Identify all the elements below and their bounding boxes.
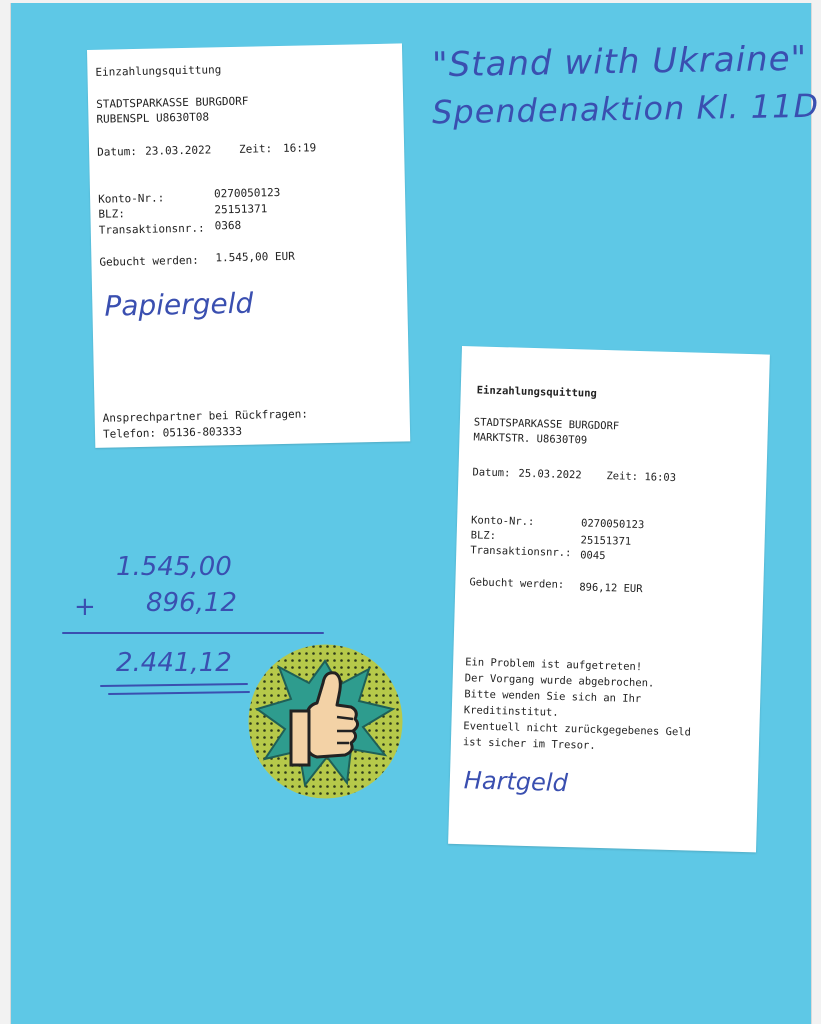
time-label: Zeit: [238,142,273,156]
deposit-receipt-1 [87,43,410,448]
blz-value: 25151371 [580,534,632,548]
transaction-value: 0045 [580,549,606,563]
contact-line: Ansprechpartner bei Rückfragen: [102,407,309,425]
blz-label: BLZ: [470,529,497,543]
amount-value: 896,12 EUR [579,581,643,596]
account-label: Konto-Nr.: [97,191,165,206]
handwritten-title-line1: "Stand with Ukraine" [431,38,808,86]
date-value: 23.03.2022 [144,143,212,158]
calc-value-2: 896,12 [146,588,237,618]
bank-branch: RUBENSPL U8630T08 [96,110,210,126]
date-label: Datum: [472,466,511,480]
time-value: 16:03 [644,471,677,485]
blz-value: 25151371 [214,202,268,217]
error-message-line: Eventuell nicht zurückgegebenes Geld [463,720,692,739]
amount-label: Gebucht werden: [99,253,199,269]
calc-total: 2.441,12 [116,648,232,678]
bank-branch: MARKTSTR. U8630T09 [473,431,588,447]
receipt-heading: Einzahlungsquittung [476,384,597,400]
time-label: Zeit: [606,470,639,483]
handwritten-title-line2: Spendenaktion Kl. 11D [431,86,820,132]
calc-sum-line [62,632,324,634]
date-value: 25.03.2022 [518,467,582,482]
transaction-label: Transaktionsnr.: [470,544,572,560]
blz-label: BLZ: [98,207,126,221]
amount-label: Gebucht werden: [469,576,565,591]
account-value: 0270050123 [213,185,281,201]
transaction-value: 0368 [214,218,242,233]
handwritten-note-papiergeld: Papiergeld [104,286,254,323]
error-message-line: Kreditinstitut. [463,704,559,719]
receipt-heading: Einzahlungsquittung [95,63,222,79]
time-value: 16:19 [282,141,317,155]
calc-value-1: 1.545,00 [116,552,232,582]
date-label: Datum: [97,144,138,159]
account-value: 0270050123 [580,517,645,532]
error-message-line: ist sicher im Tresor. [462,736,596,752]
handwritten-note-hartgeld: Hartgeld [463,766,569,798]
bank-name: STADTSPARKASSE BURGDORF [96,94,249,111]
thumbs-up-icon [247,643,404,800]
error-message-line: Ein Problem ist aufgetreten! [465,656,643,674]
deposit-receipt-2 [448,346,770,852]
error-message-line: Bitte wenden Sie sich an Ihr [464,688,642,706]
amount-value: 1.545,00 EUR [215,249,295,265]
account-label: Konto-Nr.: [470,514,535,529]
bank-name: STADTSPARKASSE BURGDORF [473,416,620,433]
error-message-line: Der Vorgang wurde abgebrochen. [464,672,655,690]
calc-plus-sign: + [74,592,96,622]
transaction-label: Transaktionsnr.: [98,221,205,237]
contact-phone: Telefon: 05136-803333 [102,424,243,441]
